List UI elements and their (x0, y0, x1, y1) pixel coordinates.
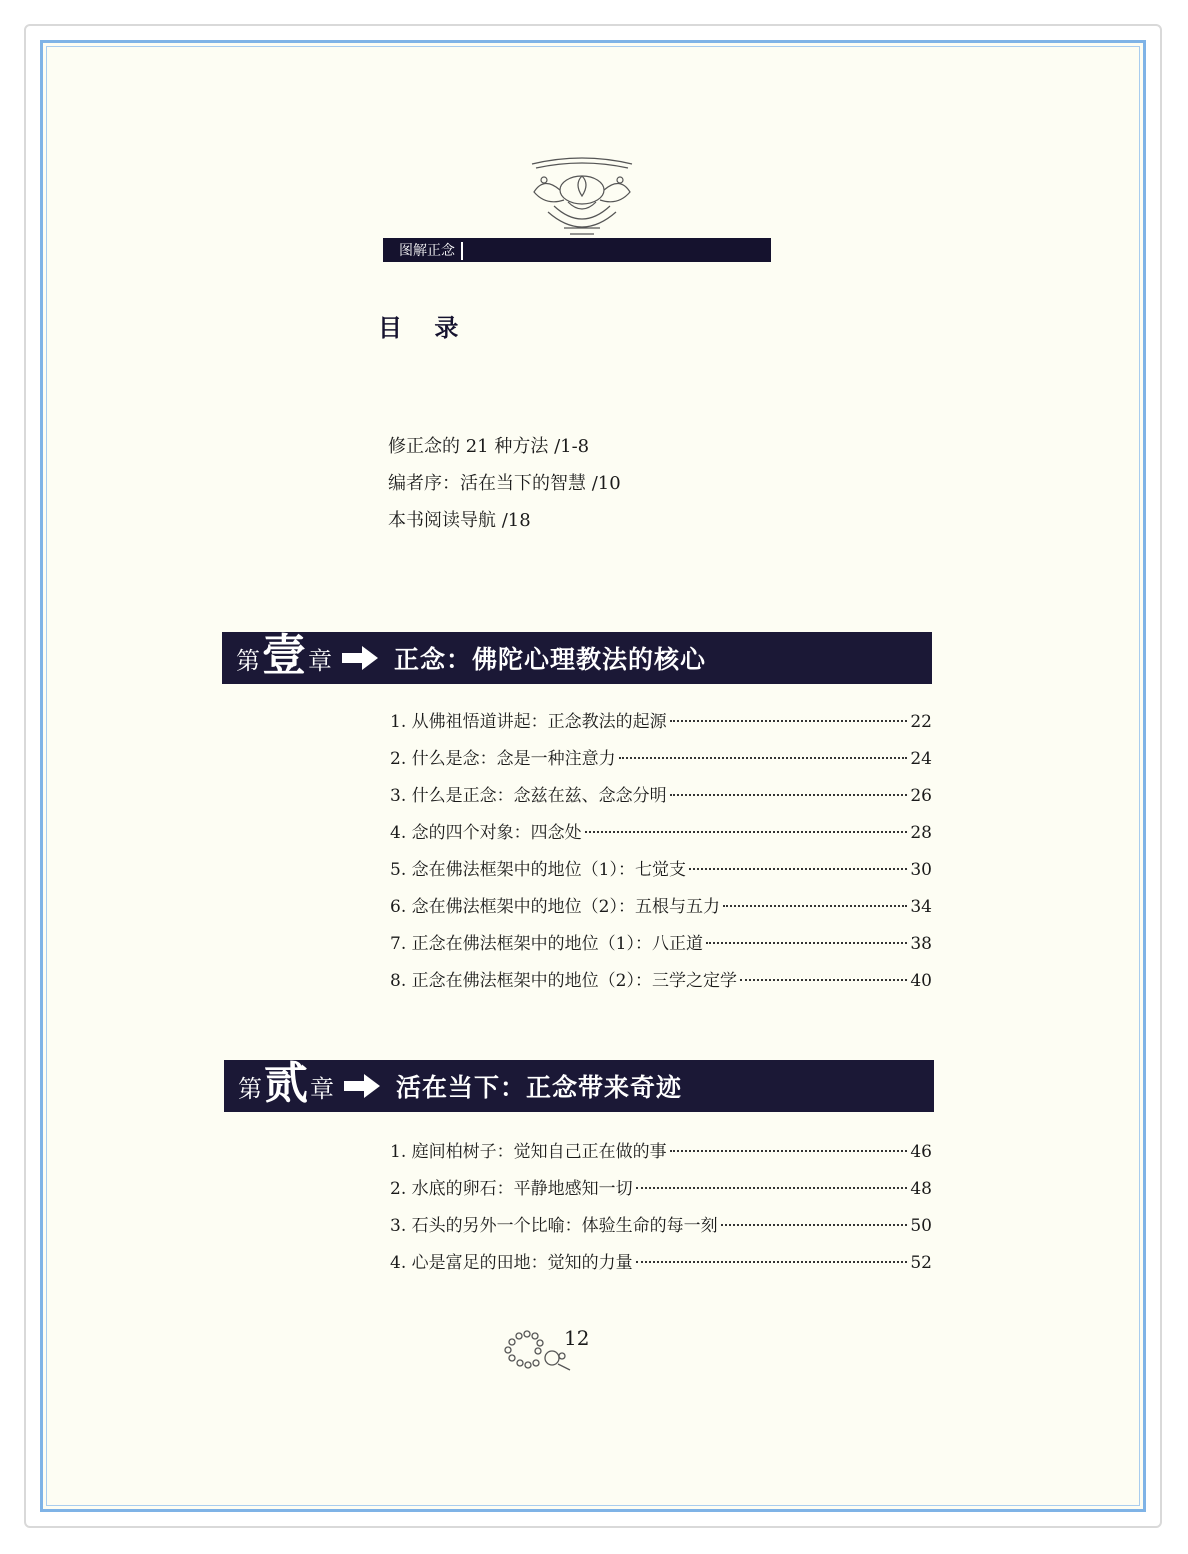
toc-entry-title: 1. 庭间柏树子：觉知自己正在做的事 (390, 1142, 667, 1162)
toc-entry[interactable] (390, 1134, 932, 1171)
toc-entry[interactable] (390, 852, 932, 889)
page-number: 12 (564, 1326, 590, 1350)
toc-entry-page: 46 (910, 1142, 932, 1162)
toc-entry[interactable] (390, 926, 932, 963)
front-matter-item: 修正念的 21 种方法 /1-8 (388, 436, 590, 457)
book-title-bar (383, 238, 771, 262)
toc-entry-page: 24 (910, 749, 932, 769)
toc-entry[interactable] (390, 1208, 932, 1245)
toc-entry-page: 48 (910, 1179, 932, 1199)
dot-leader (636, 1261, 908, 1263)
toc-entry-title: 4. 心是富足的田地：觉知的力量 (390, 1253, 633, 1273)
arrow-right-icon (342, 1072, 382, 1100)
toc-entry[interactable] (390, 778, 932, 815)
chapter-1-header (222, 632, 932, 684)
chapter-prefix: 第 (238, 1074, 262, 1103)
chapter-title: 活在当下：正念带来奇迹 (396, 1073, 683, 1102)
dot-leader (706, 942, 907, 944)
toc-entry-title: 5. 念在佛法框架中的地位（1）：七觉支 (390, 860, 686, 880)
front-matter-item: 编者序：活在当下的智慧 /10 (388, 473, 621, 494)
toc-entry-page: 26 (910, 786, 932, 806)
dot-leader (670, 720, 908, 722)
toc-entry-title: 2. 什么是念：念是一种注意力 (390, 749, 616, 769)
chapter-suffix: 章 (310, 1074, 334, 1103)
toc-entry-page: 28 (910, 823, 932, 843)
toc-entry-page: 40 (910, 971, 932, 991)
toc-heading: 目 录 (378, 314, 471, 342)
front-matter-item: 本书阅读导航 /18 (388, 510, 531, 531)
toc-entry[interactable] (390, 963, 932, 1000)
toc-entry[interactable] (390, 741, 932, 778)
toc-entry-page: 50 (910, 1216, 932, 1236)
chapter-1-entries (390, 704, 932, 1000)
toc-entry[interactable] (390, 889, 932, 926)
toc-entry[interactable] (390, 815, 932, 852)
lotus-ornament-icon (524, 150, 640, 242)
chapter-suffix: 章 (308, 646, 332, 675)
front-matter-list (388, 428, 621, 539)
chapter-2-entries (390, 1134, 932, 1282)
book-title-label: 图解正念 (387, 242, 463, 260)
dot-leader (670, 794, 908, 796)
toc-entry[interactable] (390, 1171, 932, 1208)
toc-entry[interactable] (390, 704, 932, 741)
toc-entry-title: 3. 石头的另外一个比喻：体验生命的每一刻 (390, 1216, 718, 1236)
toc-entry-title: 4. 念的四个对象：四念处 (390, 823, 582, 843)
dot-leader (636, 1187, 908, 1189)
toc-entry-page: 52 (910, 1253, 932, 1273)
dot-leader (670, 1150, 908, 1152)
toc-entry-title: 1. 从佛祖悟道讲起：正念教法的起源 (390, 712, 667, 732)
chapter-2-header (224, 1060, 934, 1112)
toc-entry-title: 8. 正念在佛法框架中的地位（2）：三学之定学 (390, 971, 737, 991)
toc-entry-page: 38 (910, 934, 932, 954)
dot-leader (689, 868, 907, 870)
toc-entry-title: 6. 念在佛法框架中的地位（2）：五根与五力 (390, 897, 720, 917)
dot-leader (585, 831, 908, 833)
dot-leader (723, 905, 907, 907)
toc-entry-title: 3. 什么是正念：念兹在兹、念念分明 (390, 786, 667, 806)
chapter-title: 正念：佛陀心理教法的核心 (394, 645, 707, 674)
toc-entry-title: 7. 正念在佛法框架中的地位（1）：八正道 (390, 934, 703, 954)
toc-entry-page: 22 (910, 712, 932, 732)
chapter-prefix: 第 (236, 646, 260, 675)
toc-entry[interactable] (390, 1245, 932, 1282)
chapter-numeral: 壹 (262, 630, 306, 681)
toc-entry-title: 2. 水底的卵石：平静地感知一切 (390, 1179, 633, 1199)
dot-leader (740, 979, 907, 981)
dot-leader (721, 1224, 908, 1226)
chapter-numeral: 贰 (264, 1058, 308, 1109)
dot-leader (619, 757, 908, 759)
toc-entry-page: 34 (910, 897, 932, 917)
arrow-right-icon (340, 644, 380, 672)
toc-entry-page: 30 (910, 860, 932, 880)
